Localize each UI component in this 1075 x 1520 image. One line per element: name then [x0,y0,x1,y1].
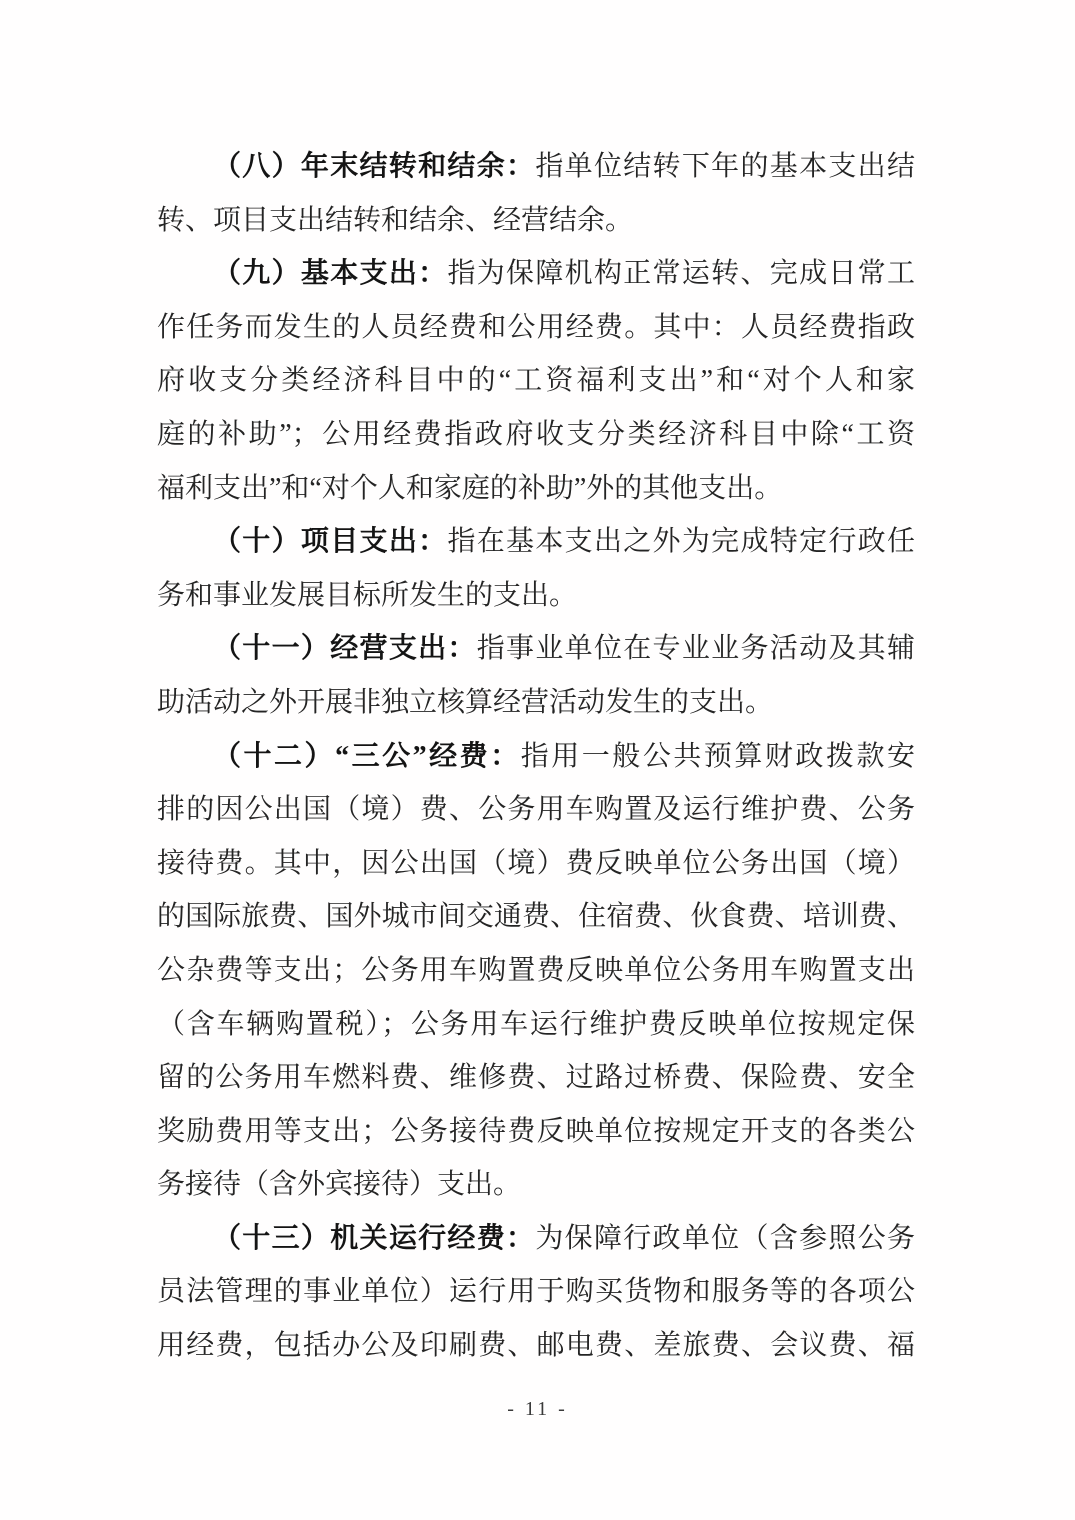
text-line [157,569,915,623]
definition-term: （十三）机关运行经费： [213,1222,536,1254]
definition-text: 福利支出”和“对个人和家庭的补助”外的其他支出。 [157,472,783,504]
definition-text: 指事业单位在专业业务活动及其辅 [476,633,915,665]
text-line [157,730,915,784]
text-line [157,676,915,730]
definition-term: （十二）“三公”经费： [213,740,521,772]
text-line [157,1265,915,1319]
document-body [157,140,915,1373]
text-line [157,783,915,837]
page-number: - 11 - [507,1398,568,1420]
definition-text: 指在基本支出之外为完成特定行政任 [447,526,915,558]
definition-text: 指用一般公共预算财政拨款安 [520,740,915,772]
page-footer [0,1398,1075,1421]
text-line [157,1105,915,1159]
text-line [157,1051,915,1105]
definition-text: 员法管理的事业单位）运行用于购买货物和服务等的各项公 [157,1276,915,1308]
text-line [157,998,915,1052]
definition-text: 接待费。其中，因公出国（境）费反映单位公务出国（境） [157,847,915,879]
text-line [157,140,915,194]
definition-term: （九）基本支出： [213,258,448,290]
definition-text: 指单位结转下年的基本支出结 [535,151,915,182]
definition-text: 助活动之外开展非独立核算经营活动发生的支出。 [157,686,774,718]
definition-text: 用经费，包括办公及印刷费、邮电费、差旅费、会议费、福 [157,1330,915,1362]
text-line [157,890,915,944]
definition-text: （含车辆购置税）；公务用车运行维护费反映单位按规定保 [157,1008,915,1040]
definition-text: 的国际旅费、国外城市间交通费、住宿费、伙食费、培训费、 [157,901,915,933]
text-line [157,354,915,408]
definition-text: 庭的补助”；公用经费指政府收支分类经济科目中除“工资 [157,418,915,450]
definition-text: 公杂费等支出；公务用车购置费反映单位公务用车购置支出 [157,954,915,986]
definition-text: 务和事业发展目标所发生的支出。 [157,579,578,611]
text-line [157,301,915,355]
text-line [157,515,915,569]
text-line [157,194,915,248]
definition-text: 府收支分类经济科目中的“工资福利支出”和“对个人和家 [157,365,915,397]
text-line [157,1319,915,1373]
text-line [157,462,915,516]
text-line [157,1212,915,1266]
definition-text: 排的因公出国（境）费、公务用车购置及运行维护费、公务 [157,794,915,826]
definition-text: 转、项目支出结转和结余、经营结余。 [157,204,634,236]
text-line [157,408,915,462]
definition-text: 为保障行政单位（含参照公务 [535,1222,915,1254]
definition-term: （八）年末结转和结余： [213,151,536,182]
definition-text: 务接待（含外宾接待）支出。 [157,1169,522,1201]
text-line [157,837,915,891]
definition-text: 作任务而发生的人员经费和公用经费。其中：人员经费指政 [157,311,915,343]
definition-term: （十）项目支出： [213,526,448,558]
definition-text: 留的公务用车燃料费、维修费、过路过桥费、保险费、安全 [157,1062,915,1094]
definition-text: 指为保障机构正常运转、完成日常工 [447,258,915,290]
text-line [157,247,915,301]
text-line [157,622,915,676]
text-line [157,944,915,998]
definition-term: （十一）经营支出： [213,633,477,665]
definition-text: 奖励费用等支出；公务接待费反映单位按规定开支的各类公 [157,1115,915,1147]
text-line [157,1158,915,1212]
